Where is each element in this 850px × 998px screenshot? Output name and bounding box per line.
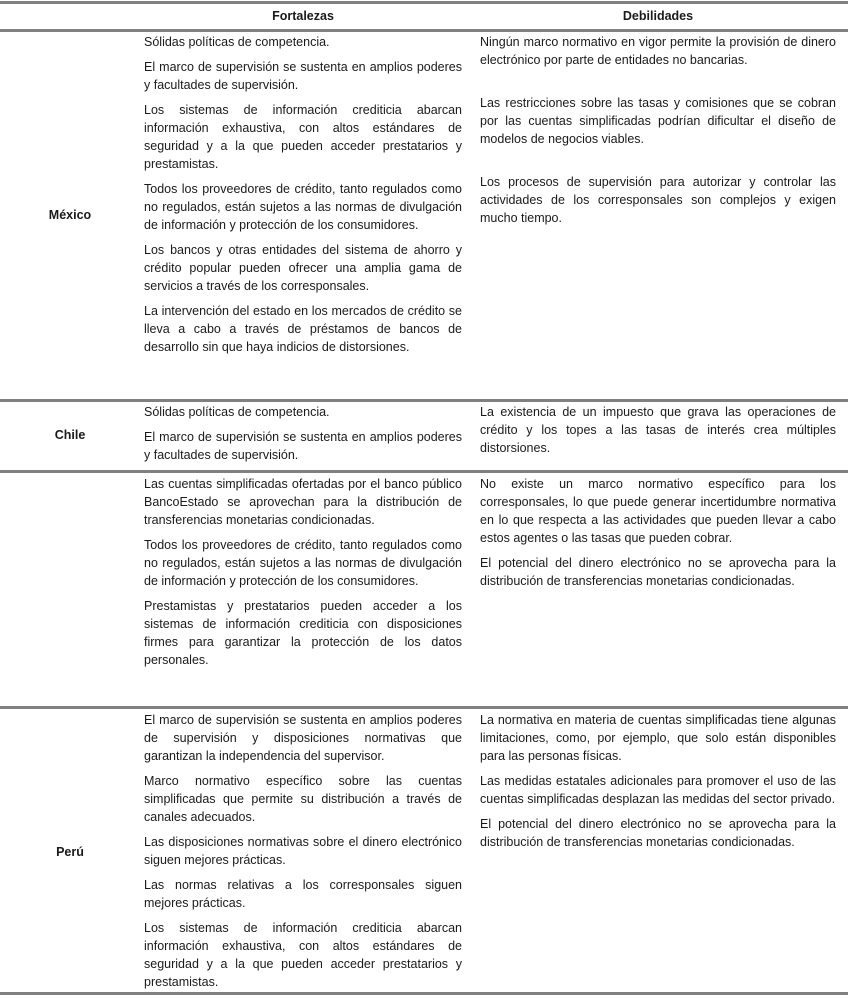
strength-item: La intervención del estado en los mercados de crédito se lleva a cabo a través de préstamos de bancos de desarrollo sin que haya indicios de distorsiones.	[144, 304, 462, 354]
weakness-item: El potencial del dinero electrónico no se aprovecha para la distribución de transferencias monetarias condicionadas.	[480, 817, 836, 849]
weakness-item: Las restricciones sobre las tasas y comisiones que se cobran por las cuentas simplificadas podrían dificultar el diseño de modelos de negocios viables.	[480, 96, 836, 146]
strength-item: Las disposiciones normativas sobre el dinero electrónico siguen mejores prácticas.	[144, 835, 462, 867]
weakness-item: Ningún marco normativo en vigor permite la provisión de dinero electrónico por parte de entidades no bancarias.	[480, 35, 836, 67]
strength-item: El marco de supervisión se sustenta en amplios poderes de supervisión y disposiciones normativas que garantizan la independencia del supervisor.	[144, 713, 462, 763]
weaknesses-cell	[480, 475, 836, 597]
strength-item: Los sistemas de información crediticia abarcan información exhaustiva, con altos estándares de seguridad y a la que pueden acceder prestatarios y prestamistas.	[144, 103, 462, 171]
strength-item: El marco de supervisión se sustenta en amplios poderes y facultades de supervisión.	[144, 430, 462, 462]
weaknesses-cell	[480, 33, 836, 234]
strength-item: Todos los proveedores de crédito, tanto regulados como no regulados, están sujetos a las normas de divulgación de información y protección de los consumidores.	[144, 538, 462, 588]
row-rule	[0, 706, 848, 709]
country-label: Chile	[54, 428, 86, 442]
row-rule	[0, 470, 848, 473]
strength-item: El marco de supervisión se sustenta en amplios poderes y facultades de supervisión.	[144, 60, 462, 92]
strength-item: Sólidas políticas de competencia.	[144, 405, 330, 419]
header-strengths: Fortalezas	[272, 9, 334, 23]
strength-item: Las normas relativas a los corresponsales siguen mejores prácticas.	[144, 878, 462, 910]
strength-item: Los sistemas de información crediticia abarcan información exhaustiva, con altos estándares de seguridad y a la que pueden acceder prestatarios y prestamistas.	[144, 921, 462, 989]
strengths-cell	[144, 475, 462, 676]
header-rule	[0, 29, 848, 32]
strengths-cell	[144, 711, 462, 998]
weakness-item: No existe un marco normativo específico para los corresponsales, lo que puede generar incertidumbre normativa en lo que respecta a las actividades que pueden llevar a cabo estos agentes o las tasas que pueden cobrar.	[480, 477, 836, 545]
weaknesses-cell	[480, 403, 836, 464]
weakness-item: Los procesos de supervisión para autorizar y controlar las actividades de los corresponsales son complejos y exigen mucho tiempo.	[480, 175, 836, 225]
strength-item: Marco normativo específico sobre las cuentas simplificadas que permite su distribución a través de canales adecuados.	[144, 774, 462, 824]
strength-item: Prestamistas y prestatarios pueden acceder a los sistemas de información crediticia con disposiciones firmes para garantizar la protección de los datos personales.	[144, 599, 462, 667]
strengths-cell	[144, 403, 462, 471]
weakness-item: La normativa en materia de cuentas simplificadas tiene algunas limitaciones, como, por ejemplo, que solo están disponibles para las personas físicas.	[480, 713, 836, 763]
weaknesses-cell	[480, 711, 836, 858]
table-top-rule	[0, 1, 848, 4]
weakness-item: El potencial del dinero electrónico no se aprovecha para la distribución de transferencias monetarias condicionadas.	[480, 556, 836, 588]
strengths-cell	[144, 33, 462, 363]
header-weaknesses: Debilidades	[622, 9, 694, 23]
row-rule	[0, 399, 848, 402]
country-label: Perú	[56, 845, 84, 859]
weakness-item: Las medidas estatales adicionales para promover el uso de las cuentas simplificadas desplazan las medidas del sector privado.	[480, 774, 836, 806]
table-bottom-rule	[0, 992, 848, 995]
strength-item: Los bancos y otras entidades del sistema de ahorro y crédito popular pueden ofrecer una amplia gama de servicios a través de los corresponsales.	[144, 243, 462, 293]
weakness-item: La existencia de un impuesto que grava las operaciones de crédito y los topes a las tasas de interés crea múltiples distorsiones.	[480, 405, 836, 455]
strength-item: Todos los proveedores de crédito, tanto regulados como no regulados, están sujetos a las normas de divulgación de información y protección de los consumidores.	[144, 182, 462, 232]
country-label: México	[48, 208, 92, 222]
strength-item: Sólidas políticas de competencia.	[144, 35, 330, 49]
strength-item: Las cuentas simplificadas ofertadas por el banco público BancoEstado se aprovechan para la distribución de transferencias monetarias condicionadas.	[144, 477, 462, 527]
